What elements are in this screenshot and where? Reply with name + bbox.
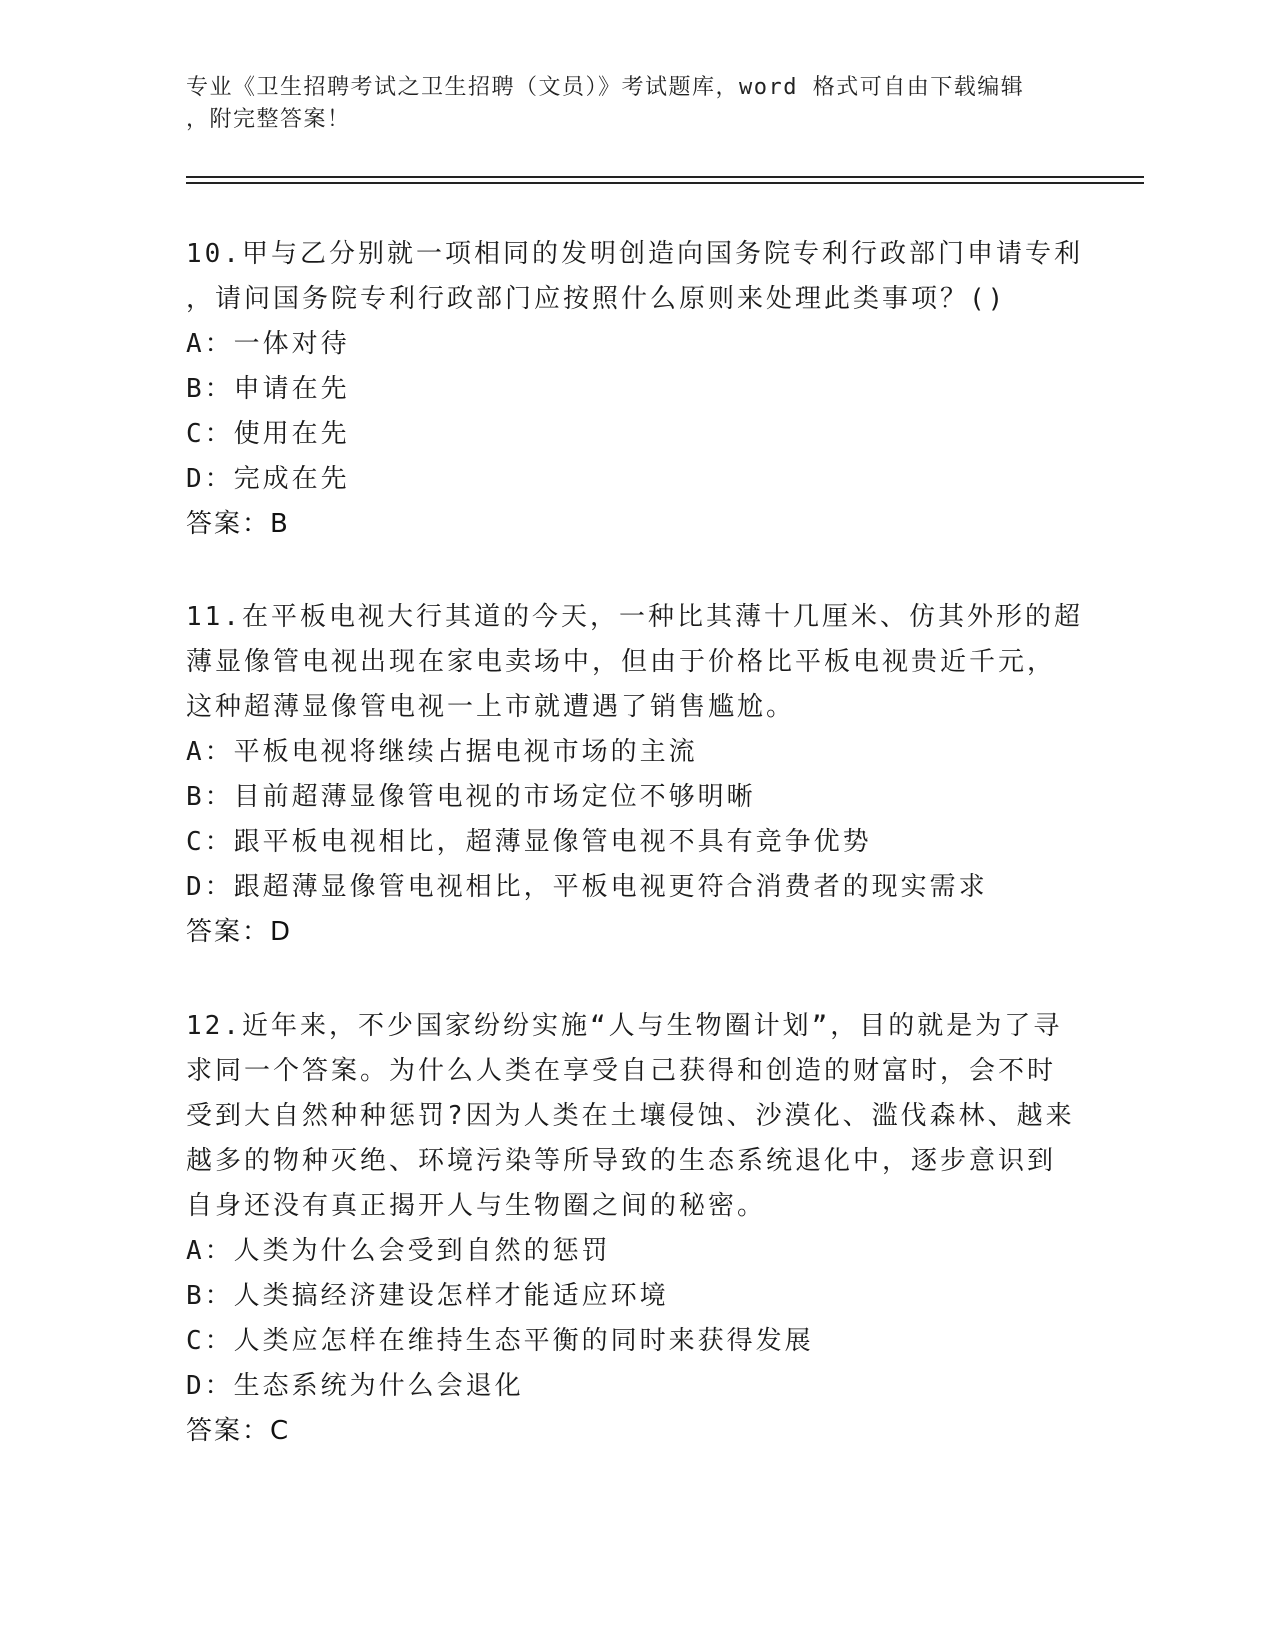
option-a: A：一体对待 bbox=[186, 329, 350, 359]
question-stem: 11.在平板电视大行其道的今天，一种比其薄十几厘米、仿其外形的超 bbox=[186, 602, 1083, 632]
question-stem: 越多的物种灭绝、环境污染等所导致的生态系统退化中，逐步意识到 bbox=[186, 1146, 1057, 1176]
question-12 bbox=[186, 1004, 1086, 1454]
option-a: A：人类为什么会受到自然的惩罚 bbox=[186, 1236, 611, 1266]
question-10 bbox=[186, 232, 1086, 547]
question-stem: ，请问国务院专利行政部门应按照什么原则来处理此类事项？() bbox=[186, 284, 1007, 314]
option-c: C：人类应怎样在维持生态平衡的同时来获得发展 bbox=[186, 1326, 814, 1356]
option-d: D：完成在先 bbox=[186, 464, 350, 494]
answer-key: 答案：C bbox=[186, 1416, 291, 1446]
question-stem: 自身还没有真正揭开人与生物圈之间的秘密。 bbox=[186, 1191, 767, 1221]
header-divider bbox=[186, 182, 1144, 184]
option-c: C：使用在先 bbox=[186, 419, 350, 449]
question-stem: 这种超薄显像管电视一上市就遭遇了销售尴尬。 bbox=[186, 692, 796, 722]
question-11 bbox=[186, 595, 1086, 955]
header-line: ，附完整答案！ bbox=[186, 107, 351, 132]
question-stem: 12.近年来，不少国家纷纷实施“人与生物圈计划”，目的就是为了寻 bbox=[186, 1011, 1063, 1041]
question-stem: 求同一个答案。为什么人类在享受自己获得和创造的财富时，会不时 bbox=[186, 1056, 1057, 1086]
option-c: C：跟平板电视相比，超薄显像管电视不具有竞争优势 bbox=[186, 827, 872, 857]
question-stem: 10.甲与乙分别就一项相同的发明创造向国务院专利行政部门申请专利 bbox=[186, 239, 1083, 269]
option-a: A：平板电视将继续占据电视市场的主流 bbox=[186, 737, 698, 767]
header-line: 专业《卫生招聘考试之卫生招聘（文员）》考试题库，word 格式可自由下载编辑 bbox=[186, 75, 1025, 100]
option-b: B：申请在先 bbox=[186, 374, 350, 404]
option-d: D：生态系统为什么会退化 bbox=[186, 1371, 524, 1401]
option-b: B：目前超薄显像管电视的市场定位不够明晰 bbox=[186, 782, 756, 812]
option-d: D：跟超薄显像管电视相比，平板电视更符合消费者的现实需求 bbox=[186, 872, 988, 902]
document-header bbox=[186, 72, 1066, 136]
question-stem: 薄显像管电视出现在家电卖场中，但由于价格比平板电视贵近千元， bbox=[186, 647, 1057, 677]
question-stem: 受到大自然种种惩罚?因为人类在土壤侵蚀、沙漠化、滥伐森林、越来 bbox=[186, 1101, 1075, 1131]
option-b: B：人类搞经济建设怎样才能适应环境 bbox=[186, 1281, 669, 1311]
answer-key: 答案：D bbox=[186, 917, 293, 947]
answer-key: 答案：B bbox=[186, 509, 290, 539]
header-divider bbox=[186, 176, 1144, 178]
